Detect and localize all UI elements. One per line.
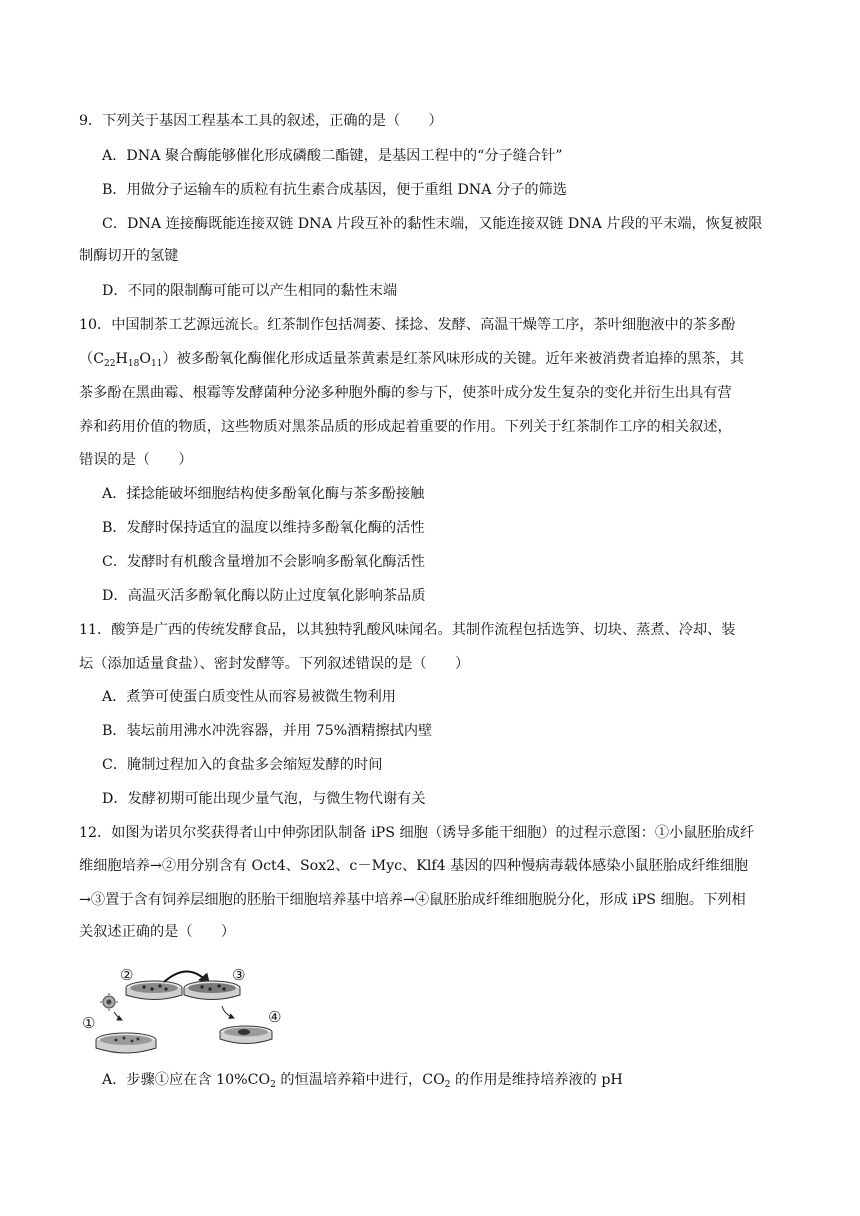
question-12-stem-line-3: →③置于含有饲养层细胞的胚胎干细胞培养基中培养→④鼠胚胎成纤维细胞脱分化，形成 iPS 细胞。下列相 [79, 892, 746, 908]
culture-dish-2 [126, 981, 182, 1000]
culture-dish-4 [220, 1026, 272, 1044]
question-12-option-a [102, 1070, 623, 1090]
formula-open: （C [79, 351, 105, 367]
question-12-stem-line-1: 12．如图为诺贝尔奖获得者山中伸弥团队制备 iPS 细胞（诱导多能干细胞）的过程示意图：①小鼠胚胎成纤 [79, 825, 755, 841]
question-10-option-b: B．发酵时保持适宜的温度以维持多酚氧化酶的活性 [102, 520, 425, 536]
ips-process-figure [74, 962, 294, 1062]
co2-subscript-1: 2 [270, 1080, 276, 1090]
question-12-option-a-part-2: 的恒温培养箱中进行，CO [275, 1072, 445, 1088]
question-12-option-a-part-1: A．步骤①应在含 10%CO [102, 1072, 271, 1088]
question-10-option-c: C．发酵时有机酸含量增加不会影响多酚氧化酶活性 [102, 554, 425, 570]
question-10-stem-line-5: 错误的是（ ） [79, 452, 193, 468]
formula-o: O [139, 351, 151, 367]
figure-label-4: ④ [268, 1008, 282, 1026]
formula-sub-o: 11 [150, 359, 163, 369]
figure-label-3: ③ [232, 966, 246, 984]
question-12-stem-line-2: 维细胞培养→②用分别含有 Oct4、Sox2、c－Myc、Klf4 基因的四种慢病毒载体感染小鼠胚胎成纤维细胞 [79, 858, 749, 874]
question-11-option-d: D．发酵初期可能出现少量气泡，与微生物代谢有关 [102, 791, 426, 807]
question-12-option-a-part-3: 的作用是维持培养液的 pH [450, 1072, 623, 1088]
question-10-option-a: A．揉捻能破坏细胞结构使多酚氧化酶与茶多酚接触 [102, 486, 425, 502]
question-9-option-d: D．不同的限制酶可能可以产生相同的黏性末端 [102, 283, 398, 299]
question-9-option-c: C．DNA 连接酶既能连接双链 DNA 片段互补的黏性末端，又能连接双链 DNA 片段的平末端，恢复被限 [102, 216, 763, 232]
question-10-stem-line-2-rest: ）被多酚氧化酶催化形成适量茶黄素是红茶风味形成的关键。近年来被消费者追捧的黑茶，其 [162, 351, 745, 367]
question-9-option-c-cont: 制酶切开的氢键 [79, 248, 179, 264]
formula-sub-h: 18 [127, 359, 140, 369]
figure-label-2: ② [120, 966, 134, 984]
question-10-stem-line-2 [79, 349, 744, 369]
question-9-option-a: A．DNA 聚合酶能够催化形成磷酸二酯键，是基因工程中的“分子缝合针” [102, 148, 563, 164]
co2-subscript-2: 2 [444, 1080, 451, 1090]
figure-label-1: ① [82, 1014, 96, 1032]
question-9-option-b: B．用做分子运输车的质粒有抗生素合成基因，便于重组 DNA 分子的筛选 [102, 182, 567, 198]
question-11-option-c: C．腌制过程加入的食盐多会缩短发酵的时间 [102, 757, 383, 773]
question-10-option-d: D．高温灭活多酚氧化酶以防止过度氧化影响茶品质 [102, 588, 426, 604]
question-11-stem-line-1: 11．酸笋是广西的传统发酵食品，以其独特乳酸风味闻名。其制作流程包括选笋、切块、蒸煮、冷却、装 [79, 622, 736, 638]
culture-dish-1 [96, 1033, 156, 1053]
question-11-option-a: A．煮笋可使蛋白质变性从而容易被微生物利用 [102, 689, 396, 705]
question-10-stem-line-1: 10．中国制茶工艺源远流长。红茶制作包括凋萎、揉捻、发酵、高温干燥等工序，茶叶细胞液中的茶多酚 [79, 317, 736, 333]
question-10-stem-line-3: 茶多酚在黑曲霉、根霉等发酵菌种分泌多种胞外酶的参与下，使茶叶成分发生复杂的变化并衍生出具有营 [79, 385, 732, 401]
formula-h: H [115, 351, 128, 367]
question-9-stem: 9．下列关于基因工程基本工具的叙述，正确的是（ ） [79, 113, 443, 129]
virus-icon [100, 993, 118, 1011]
formula-sub-c: 22 [104, 359, 116, 369]
arrow-1-to-dish [114, 1012, 122, 1020]
arrow-3-to-4 [222, 1006, 234, 1018]
question-11-option-b: B．装坛前用沸水冲洗容器，并用 75%酒精擦拭内壁 [102, 723, 433, 739]
question-10-stem-line-4: 养和药用价值的物质，这些物质对黑茶品质的形成起着重要的作用。下列关于红茶制作工序的相关叙述， [79, 419, 732, 435]
question-12-stem-line-4: 关叙述正确的是（ ） [79, 924, 236, 940]
question-11-stem-line-2: 坛（添加适量食盐）、密封发酵等。下列叙述错误的是（ ） [79, 656, 470, 672]
